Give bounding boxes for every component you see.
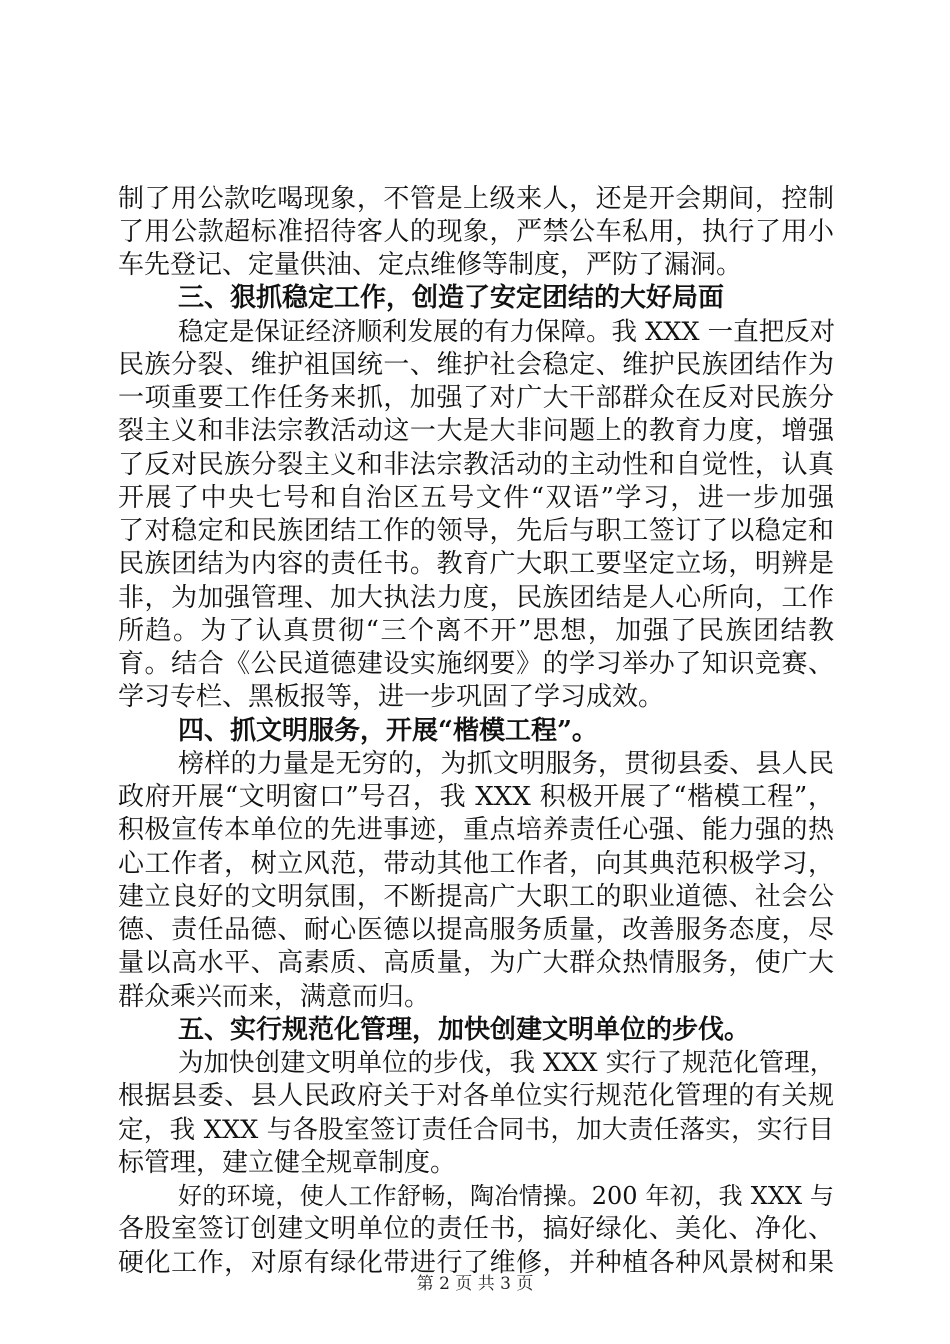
body-text-line: 硬化工作，对原有绿化带进行了维修，并种植各种风景树和果 <box>118 1248 834 1278</box>
body-text-line: 政府开展“文明窗口”号召，我 XXX 积极开展了“楷模工程”， <box>118 782 834 812</box>
body-text-line: 所趋。为了认真贯彻“三个离不开”思想，加强了民族团结教 <box>118 616 834 646</box>
body-text-line: 了反对民族分裂主义和非法宗教活动的主动性和自觉性，认真 <box>118 450 834 480</box>
body-text-line: 心工作者，树立风范，带动其他工作者，向其典范积极学习， <box>118 849 834 879</box>
body-text-line: 建立良好的文明氛围，不断提高广大职工的职业道德、社会公 <box>118 882 834 912</box>
section-heading-3: 三、狠抓稳定工作，创造了安定团结的大好局面 <box>178 283 725 313</box>
page-number-footer: 第 2 页 共 3 页 <box>416 1274 534 1294</box>
body-text-line: 了用公款超标准招待客人的现象，严禁公车私用，执行了用小 <box>118 217 834 247</box>
paragraph-first-line: 好的环境，使人工作舒畅，陶冶情操。200 年初，我 XXX 与 <box>178 1182 834 1210</box>
body-text-line: 一项重要工作任务来抓，加强了对广大干部群众在反对民族分 <box>118 383 834 413</box>
body-text-line: 群众乘兴而来，满意而归。 <box>118 982 431 1012</box>
body-text-line: 各股室签订创建文明单位的责任书，搞好绿化、美化、净化、 <box>118 1214 834 1244</box>
body-text-line: 民族团结为内容的责任书。教育广大职工要坚定立场，明辨是 <box>118 549 834 579</box>
paragraph-first-line: 稳定是保证经济顺利发展的有力保障。我 XXX 一直把反对 <box>178 317 836 347</box>
body-text-line: 民族分裂、维护祖国统一、维护社会稳定、维护民族团结作为 <box>118 350 834 380</box>
paragraph-first-line: 榜样的力量是无穷的，为抓文明服务，贯彻县委、县人民 <box>178 749 834 779</box>
body-text-line: 开展了中央七号和自治区五号文件“双语”学习，进一步加强 <box>118 483 834 513</box>
body-text-line: 裂主义和非法宗教活动这一大是大非问题上的教育力度，增强 <box>118 416 834 446</box>
body-text-line: 制了用公款吃喝现象，不管是上级来人，还是开会期间，控制 <box>118 184 834 214</box>
body-text-line: 积极宣传本单位的先进事迹，重点培养责任心强、能力强的热 <box>118 815 834 845</box>
body-text-line: 德、责任品德、耐心医德以提高服务质量，改善服务态度，尽 <box>118 915 834 945</box>
paragraph-first-line: 为加快创建文明单位的步伐，我 XXX 实行了规范化管理， <box>178 1048 836 1078</box>
body-text-line: 育。结合《公民道德建设实施纲要》的学习举办了知识竞赛、 <box>118 649 834 679</box>
body-text-line: 定，我 XXX 与各股室签订责任合同书，加大责任落实，实行目 <box>118 1115 834 1145</box>
body-text-line: 车先登记、定量供油、定点维修等制度，严防了漏洞。 <box>118 250 743 280</box>
section-heading-5: 五、实行规范化管理，加快创建文明单位的步伐。 <box>178 1015 751 1045</box>
body-text-line: 量以高水平、高素质、高质量，为广大群众热情服务，使广大 <box>118 948 834 978</box>
section-heading-4: 四、抓文明服务，开展“楷模工程”。 <box>178 716 598 746</box>
body-text-line: 标管理，建立健全规章制度。 <box>118 1148 457 1178</box>
body-text-line: 根据县委、县人民政府关于对各单位实行规范化管理的有关规 <box>118 1081 834 1111</box>
body-text-line: 学习专栏、黑板报等，进一步巩固了学习成效。 <box>118 682 665 712</box>
body-text-line: 非，为加强管理、加大执法力度，民族团结是人心所向，工作 <box>118 583 834 613</box>
body-text-line: 了对稳定和民族团结工作的领导，先后与职工签订了以稳定和 <box>118 516 834 546</box>
